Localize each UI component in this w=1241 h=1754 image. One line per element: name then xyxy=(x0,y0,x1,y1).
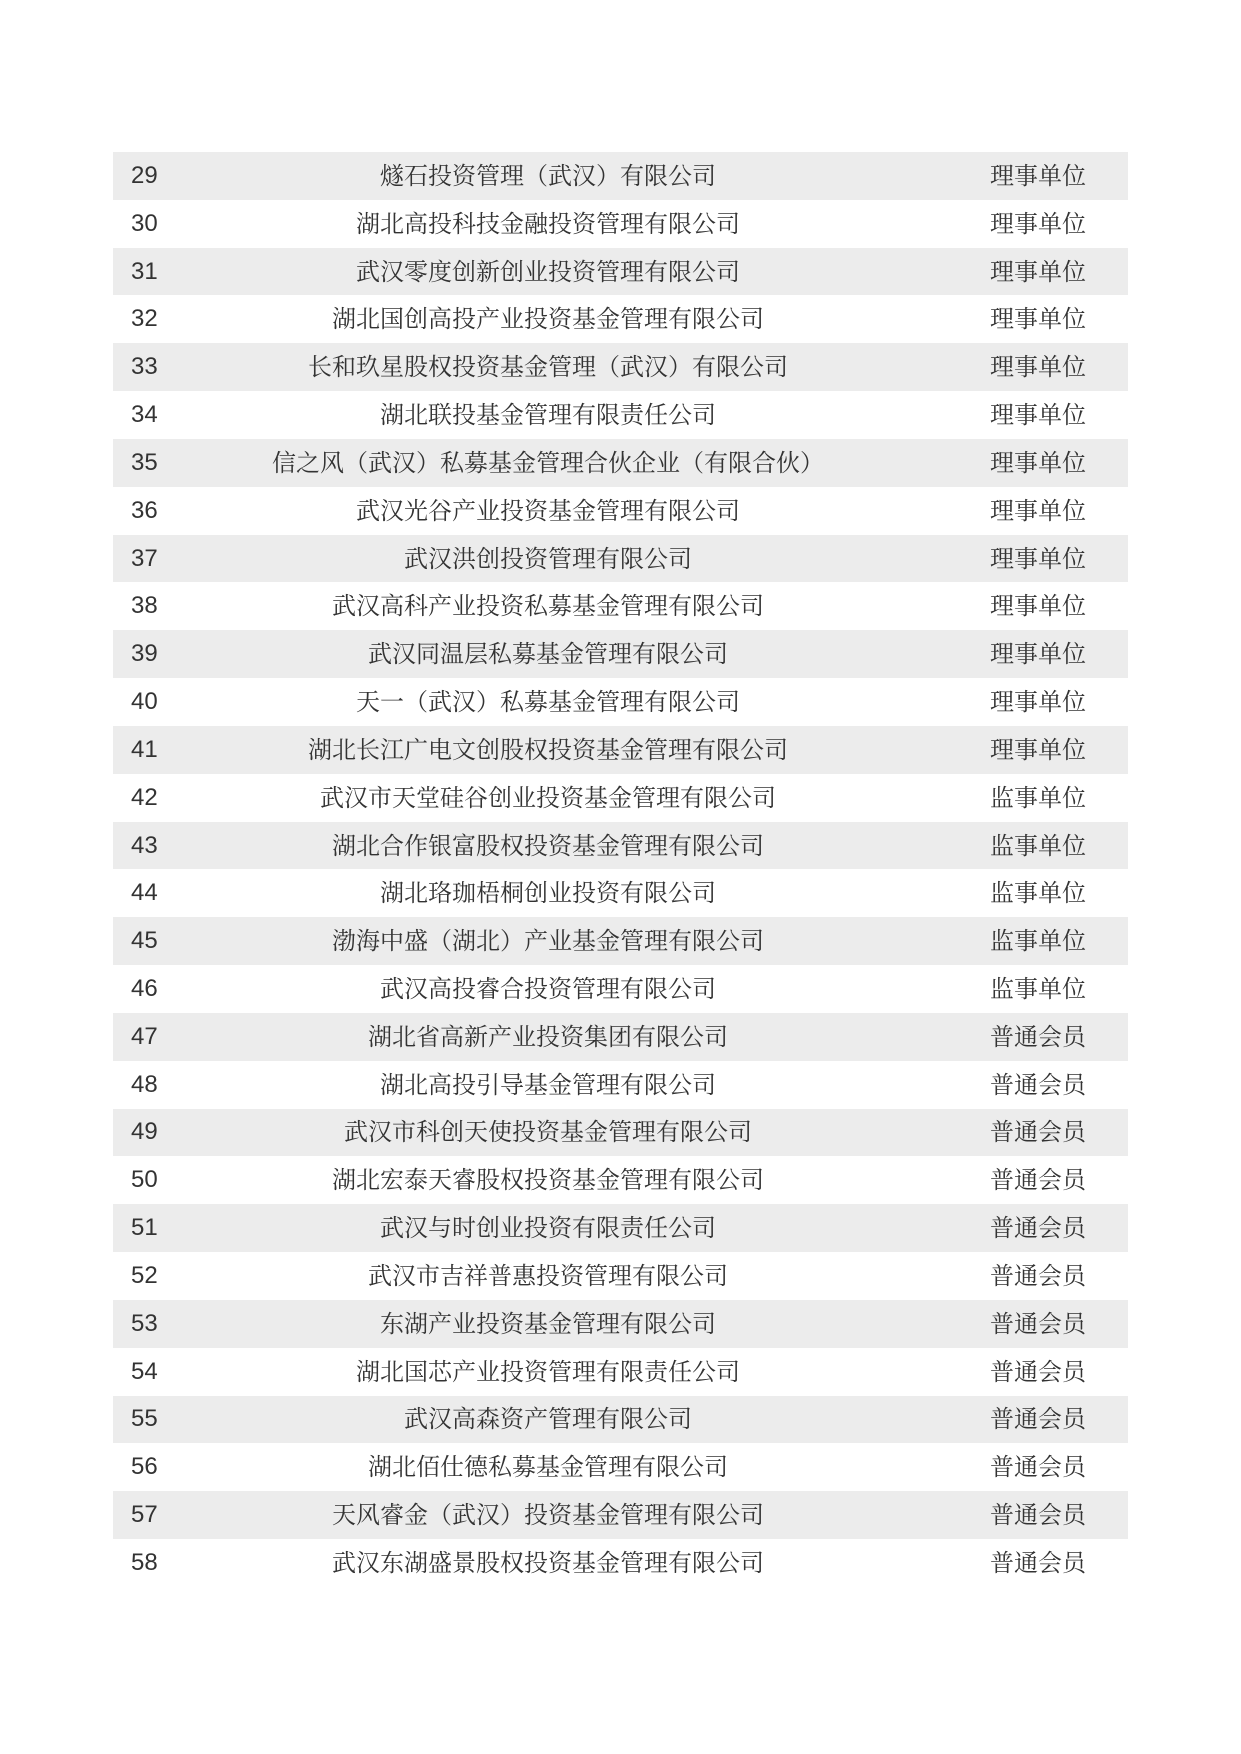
member-type: 普通会员 xyxy=(990,1118,1086,1147)
company-name: 武汉高科产业投资私募基金管理有限公司 xyxy=(332,592,764,621)
row-number: 58 xyxy=(131,1548,158,1576)
table-row xyxy=(113,917,1128,965)
row-number: 36 xyxy=(131,496,158,524)
member-type: 监事单位 xyxy=(990,879,1086,908)
member-type: 理事单位 xyxy=(990,735,1086,764)
member-type: 理事单位 xyxy=(990,305,1086,334)
member-type: 理事单位 xyxy=(990,257,1086,286)
company-name: 湖北国创高投产业投资基金管理有限公司 xyxy=(332,305,764,334)
table-row xyxy=(113,343,1128,391)
row-number: 37 xyxy=(131,544,158,572)
company-name: 湖北珞珈梧桐创业投资有限公司 xyxy=(380,879,716,908)
row-number: 42 xyxy=(131,783,158,811)
row-number: 40 xyxy=(131,688,158,716)
company-name: 湖北高投引导基金管理有限公司 xyxy=(380,1070,716,1099)
member-type: 监事单位 xyxy=(990,831,1086,860)
row-number: 57 xyxy=(131,1501,158,1529)
table-row xyxy=(113,487,1128,535)
table-row xyxy=(113,1109,1128,1157)
company-name: 武汉市天堂硅谷创业投资基金管理有限公司 xyxy=(320,783,776,812)
company-name: 燧石投资管理（武汉）有限公司 xyxy=(380,161,716,190)
company-name: 信之风（武汉）私募基金管理合伙企业（有限合伙） xyxy=(272,448,824,477)
member-type: 理事单位 xyxy=(990,592,1086,621)
row-number: 49 xyxy=(131,1118,158,1146)
table-row xyxy=(113,248,1128,296)
member-type: 普通会员 xyxy=(990,1261,1086,1290)
member-type: 监事单位 xyxy=(990,783,1086,812)
company-name: 湖北国芯产业投资管理有限责任公司 xyxy=(356,1357,740,1386)
member-type: 理事单位 xyxy=(990,496,1086,525)
member-type: 普通会员 xyxy=(990,1070,1086,1099)
table-row xyxy=(113,1252,1128,1300)
table-row xyxy=(113,726,1128,774)
table-row xyxy=(113,965,1128,1013)
table-row xyxy=(113,774,1128,822)
row-number: 51 xyxy=(131,1214,158,1242)
row-number: 33 xyxy=(131,353,158,381)
member-type: 普通会员 xyxy=(990,1214,1086,1243)
company-name: 武汉东湖盛景股权投资基金管理有限公司 xyxy=(332,1548,764,1577)
company-name: 渤海中盛（湖北）产业基金管理有限公司 xyxy=(332,927,764,956)
member-type: 普通会员 xyxy=(990,1501,1086,1530)
table-row xyxy=(113,582,1128,630)
company-name: 湖北合作银富股权投资基金管理有限公司 xyxy=(332,831,764,860)
company-name: 东湖产业投资基金管理有限公司 xyxy=(380,1309,716,1338)
member-type: 普通会员 xyxy=(990,1022,1086,1051)
company-name: 天风睿金（武汉）投资基金管理有限公司 xyxy=(332,1501,764,1530)
row-number: 54 xyxy=(131,1357,158,1385)
company-name: 湖北高投科技金融投资管理有限公司 xyxy=(356,209,740,238)
row-number: 44 xyxy=(131,879,158,907)
row-number: 50 xyxy=(131,1166,158,1194)
company-name: 湖北佰仕德私募基金管理有限公司 xyxy=(368,1453,728,1482)
company-name: 武汉光谷产业投资基金管理有限公司 xyxy=(356,496,740,525)
member-type: 理事单位 xyxy=(990,209,1086,238)
table-row xyxy=(113,1013,1128,1061)
table-row xyxy=(113,1300,1128,1348)
row-number: 34 xyxy=(131,401,158,429)
table-row xyxy=(113,535,1128,583)
table-row xyxy=(113,1443,1128,1491)
company-name: 武汉零度创新创业投资管理有限公司 xyxy=(356,257,740,286)
member-type: 监事单位 xyxy=(990,974,1086,1003)
table-row xyxy=(113,1061,1128,1109)
member-type: 理事单位 xyxy=(990,640,1086,669)
member-type: 普通会员 xyxy=(990,1453,1086,1482)
table-row xyxy=(113,200,1128,248)
company-name: 武汉洪创投资管理有限公司 xyxy=(404,544,692,573)
table-row xyxy=(113,391,1128,439)
row-number: 46 xyxy=(131,974,158,1002)
company-name: 湖北联投基金管理有限责任公司 xyxy=(380,401,716,430)
member-table xyxy=(113,152,1128,1587)
row-number: 29 xyxy=(131,161,158,189)
table-row xyxy=(113,152,1128,200)
row-number: 56 xyxy=(131,1453,158,1481)
table-row xyxy=(113,439,1128,487)
company-name: 武汉市科创天使投资基金管理有限公司 xyxy=(344,1118,752,1147)
company-name: 武汉与时创业投资有限责任公司 xyxy=(380,1214,716,1243)
row-number: 31 xyxy=(131,257,158,285)
table-row xyxy=(113,630,1128,678)
row-number: 48 xyxy=(131,1070,158,1098)
table-row xyxy=(113,1396,1128,1444)
member-type: 普通会员 xyxy=(990,1548,1086,1577)
company-name: 武汉同温层私募基金管理有限公司 xyxy=(368,640,728,669)
row-number: 39 xyxy=(131,640,158,668)
company-name: 武汉高森资产管理有限公司 xyxy=(404,1405,692,1434)
row-number: 45 xyxy=(131,927,158,955)
member-type: 理事单位 xyxy=(990,353,1086,382)
table-row xyxy=(113,678,1128,726)
table-row xyxy=(113,295,1128,343)
row-number: 30 xyxy=(131,209,158,237)
row-number: 53 xyxy=(131,1309,158,1337)
member-type: 普通会员 xyxy=(990,1405,1086,1434)
table-row xyxy=(113,1204,1128,1252)
member-type: 普通会员 xyxy=(990,1357,1086,1386)
company-name: 湖北长江广电文创股权投资基金管理有限公司 xyxy=(308,735,788,764)
member-type: 理事单位 xyxy=(990,161,1086,190)
table-row xyxy=(113,822,1128,870)
company-name: 湖北宏泰天睿股权投资基金管理有限公司 xyxy=(332,1166,764,1195)
member-type: 监事单位 xyxy=(990,927,1086,956)
row-number: 55 xyxy=(131,1405,158,1433)
member-type: 理事单位 xyxy=(990,688,1086,717)
row-number: 32 xyxy=(131,305,158,333)
member-type: 普通会员 xyxy=(990,1166,1086,1195)
row-number: 47 xyxy=(131,1022,158,1050)
member-type: 理事单位 xyxy=(990,544,1086,573)
table-row xyxy=(113,1156,1128,1204)
row-number: 35 xyxy=(131,448,158,476)
row-number: 43 xyxy=(131,831,158,859)
table-row xyxy=(113,1539,1128,1587)
member-type: 普通会员 xyxy=(990,1309,1086,1338)
member-type: 理事单位 xyxy=(990,401,1086,430)
company-name: 武汉市吉祥普惠投资管理有限公司 xyxy=(368,1261,728,1290)
company-name: 长和玖星股权投资基金管理（武汉）有限公司 xyxy=(308,353,788,382)
member-type: 理事单位 xyxy=(990,448,1086,477)
company-name: 武汉高投睿合投资管理有限公司 xyxy=(380,974,716,1003)
company-name: 湖北省高新产业投资集团有限公司 xyxy=(368,1022,728,1051)
row-number: 41 xyxy=(131,735,158,763)
row-number: 52 xyxy=(131,1261,158,1289)
row-number: 38 xyxy=(131,592,158,620)
table-row xyxy=(113,1491,1128,1539)
table-row xyxy=(113,869,1128,917)
company-name: 天一（武汉）私募基金管理有限公司 xyxy=(356,688,740,717)
table-row xyxy=(113,1348,1128,1396)
